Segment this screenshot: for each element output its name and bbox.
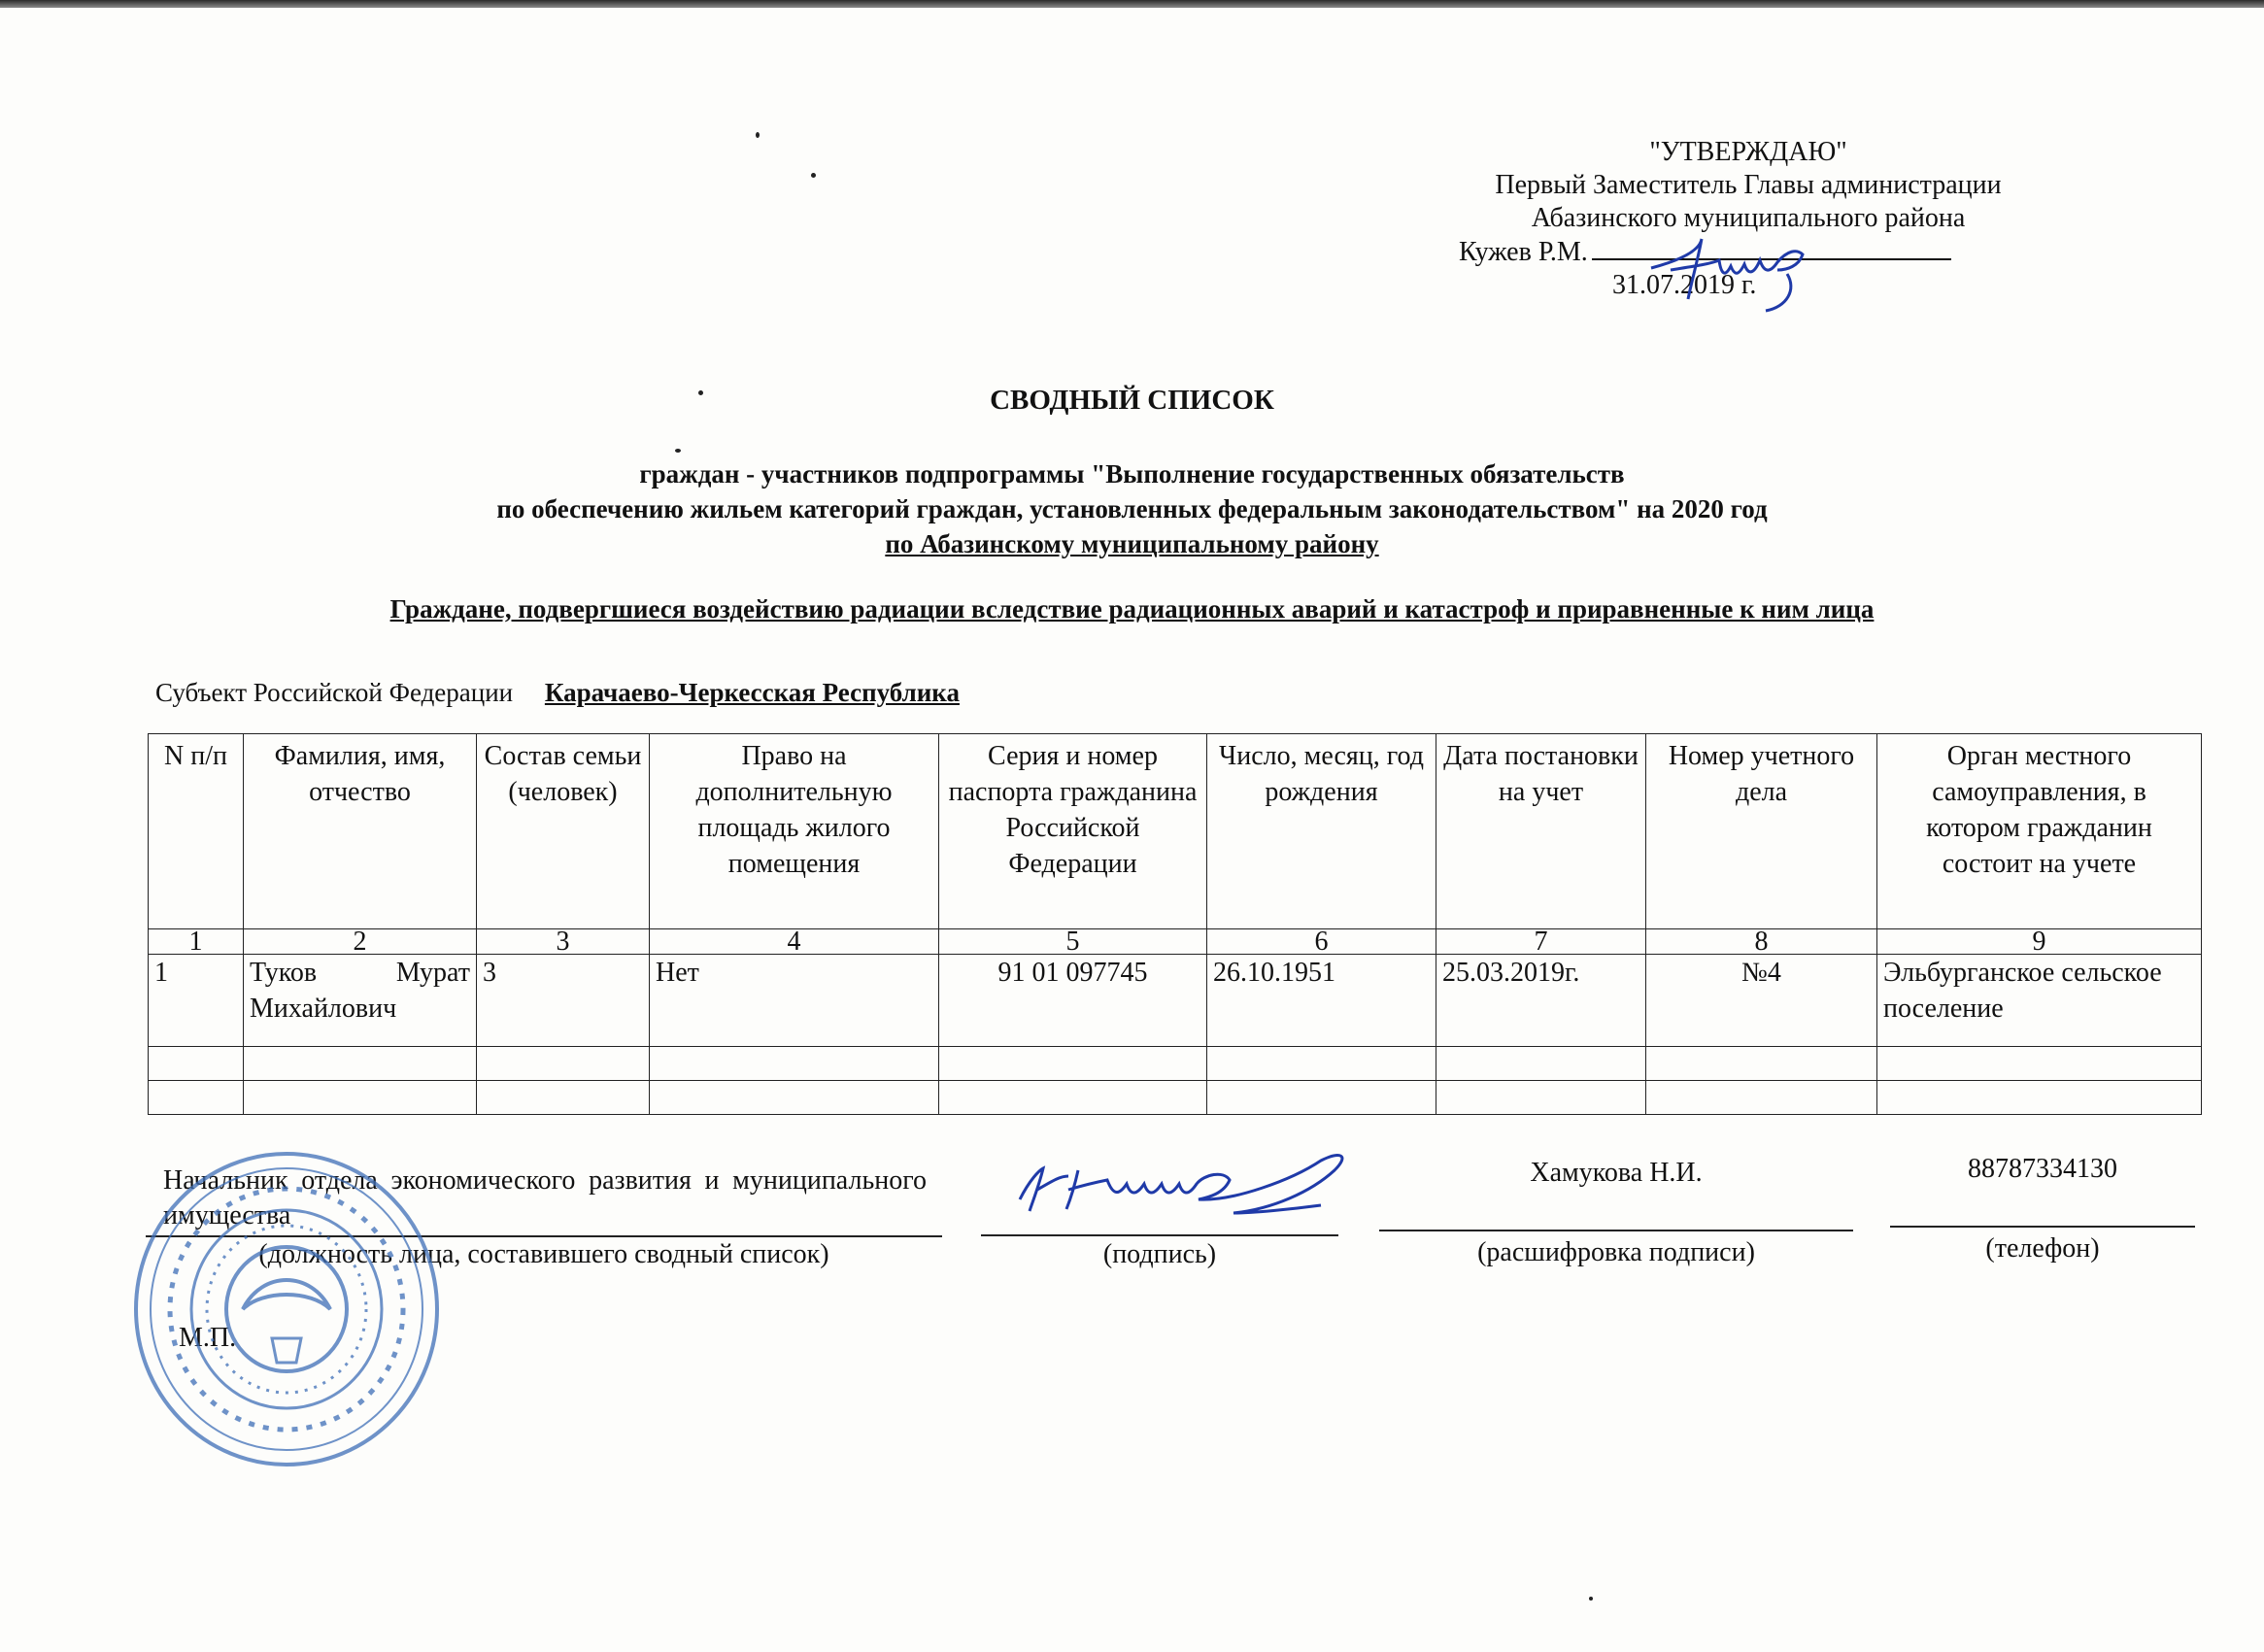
- district-line: по Абазинскому муниципальному району: [885, 529, 1379, 558]
- seal-mark: М.П.: [179, 1323, 237, 1353]
- header-case-no: Номер учетного дела: [1646, 734, 1877, 929]
- approval-signature-image: [1641, 231, 1816, 314]
- column-number: 8: [1646, 929, 1877, 955]
- table-row-empty: [149, 1047, 2202, 1081]
- cell-case-no: №4: [1646, 955, 1877, 1047]
- subtitle-line-1: граждан - участников подпрограммы "Выполнение государственных обязательств: [639, 459, 1625, 489]
- header-registered: Дата постановки на учет: [1436, 734, 1646, 929]
- cell-extra-area: Нет: [650, 955, 939, 1047]
- phone-number: 88787334130: [1968, 1154, 2117, 1184]
- header-birth: Число, месяц, год рождения: [1207, 734, 1436, 929]
- scan-edge: [0, 0, 2264, 8]
- footer-position: Начальник отдела экономического развития и муниципального имущества: [163, 1165, 927, 1231]
- subject-value: Карачаево-Черкесская Республика: [544, 678, 960, 707]
- signature-caption: (подпись): [1102, 1239, 1217, 1269]
- column-number: 3: [477, 929, 650, 955]
- decoded-name: Хамукова Н.И.: [1530, 1158, 1703, 1188]
- subtitle-line-2: по обеспечению жильем категорий граждан, установленных федеральным законодательством" на 2020 год: [496, 494, 1768, 523]
- table-header-row: [149, 734, 2202, 929]
- approval-heading: "УТВЕРЖДАЮ": [1649, 137, 1847, 167]
- cell-passport: 91 01 097745: [939, 955, 1207, 1047]
- approval-date: 31.07.2019 г.: [1612, 270, 1757, 300]
- cell-authority: Эльбурганское сельское поселение: [1877, 955, 2202, 1047]
- decoded-underline: [1379, 1230, 1853, 1231]
- phone-underline: [1890, 1226, 2195, 1228]
- column-number: 4: [650, 929, 939, 955]
- column-number: 2: [244, 929, 477, 955]
- position-caption: (должность лица, составившего сводный список): [258, 1239, 829, 1269]
- decoded-caption: (расшифровка подписи): [1477, 1237, 1755, 1267]
- official-seal-image: [126, 1144, 447, 1474]
- approval-position: Первый Заместитель Главы администрации: [1495, 170, 2002, 200]
- cell-family: 3: [477, 955, 650, 1047]
- scan-speck: [675, 449, 681, 453]
- footer-signature-image: [1000, 1141, 1389, 1233]
- phone-caption: (телефон): [1985, 1233, 2100, 1264]
- header-passport: Серия и номер паспорта гражданина Российской Федерации: [939, 734, 1207, 929]
- header-authority: Орган местного самоуправления, в котором гражданин состоит на учете: [1877, 734, 2202, 929]
- column-number: 7: [1436, 929, 1646, 955]
- subject-line: [155, 678, 960, 708]
- header-extra-area: Право на дополнительную площадь жилого помещения: [650, 734, 939, 929]
- column-number: 6: [1207, 929, 1436, 955]
- scan-speck: [811, 173, 816, 178]
- cell-name: Туков Мурат Михайлович: [244, 955, 477, 1047]
- cell-registered: 25.03.2019г.: [1436, 955, 1646, 1047]
- document-subtitle: [0, 456, 2264, 561]
- signature-underline: [981, 1234, 1338, 1236]
- column-numbers-row: [149, 929, 2202, 955]
- cell-birth: 26.10.1951: [1207, 955, 1436, 1047]
- scan-speck: [756, 132, 760, 138]
- scan-speck: [1589, 1597, 1593, 1601]
- column-number: 1: [149, 929, 244, 955]
- table-row: [149, 955, 2202, 1047]
- header-name: Фамилия, имя, отчество: [244, 734, 477, 929]
- citizens-table: [148, 733, 2202, 1115]
- column-number: 5: [939, 929, 1207, 955]
- header-family: Состав семьи (человек): [477, 734, 650, 929]
- column-number: 9: [1877, 929, 2202, 955]
- subject-label: Субъект Российской Федерации: [155, 678, 514, 707]
- document-title: СВОДНЫЙ СПИСОК: [990, 385, 1274, 416]
- category-line: Граждане, подвергшиеся воздействию радиации вследствие радиационных аварий и катастроф и приравненные к ним лица: [389, 594, 1875, 624]
- approval-organization: Абазинского муниципального района: [1531, 203, 1966, 233]
- cell-num: 1: [149, 955, 244, 1047]
- table-row-empty: [149, 1081, 2202, 1115]
- header-num: N п/п: [149, 734, 244, 929]
- approval-name: Кужев Р.М.: [1459, 237, 1588, 267]
